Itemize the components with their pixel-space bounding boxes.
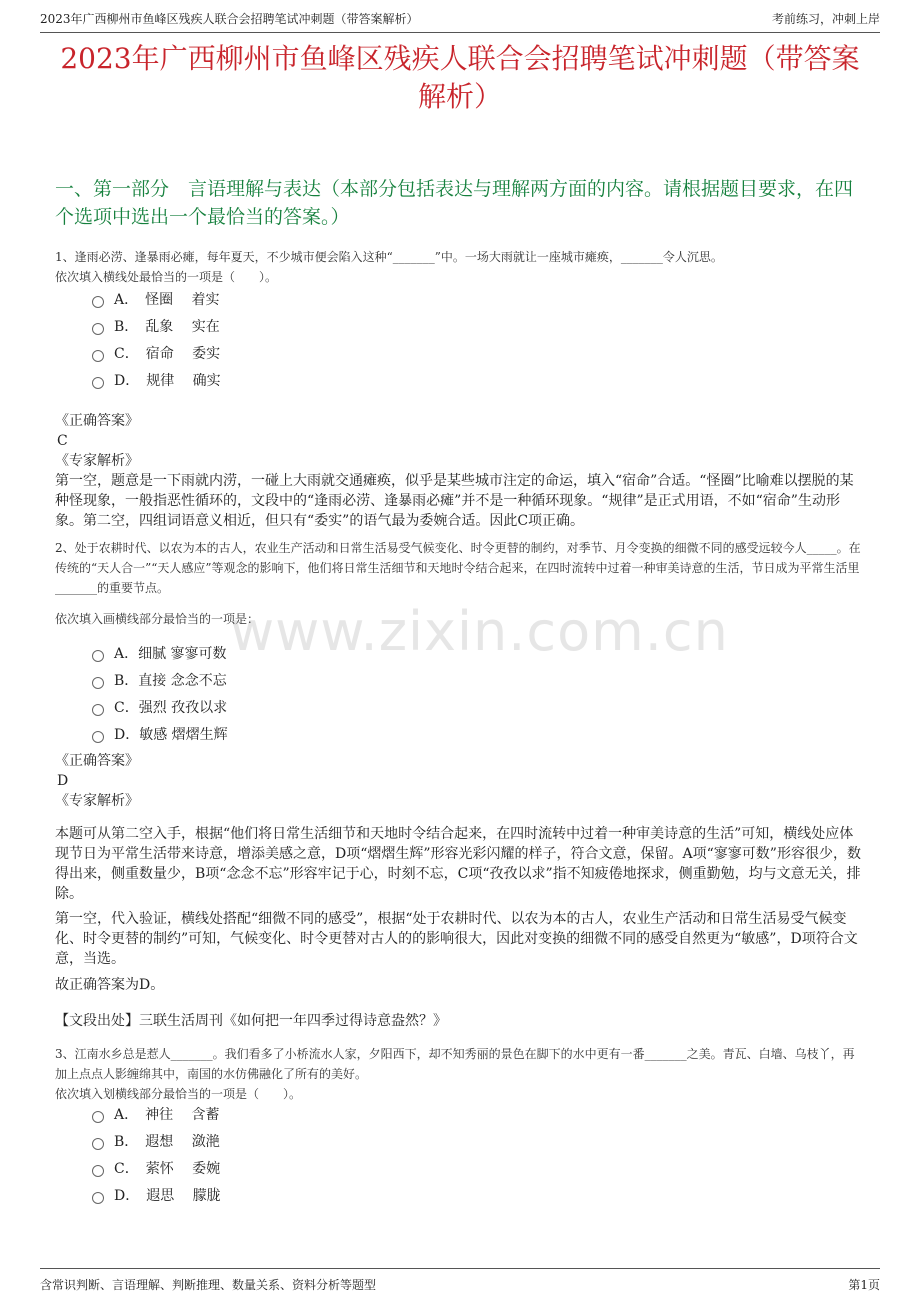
option-label: A． 怪圈 着实 [114, 291, 220, 308]
option-label: B． 乱象 实在 [114, 318, 220, 335]
radio-icon[interactable] [92, 323, 104, 335]
option-a[interactable] [92, 639, 228, 666]
header-doc-title: 2023年广西柳州市鱼峰区残疾人联合会招聘笔试冲刺题（带答案解析） [40, 12, 419, 26]
analysis-paragraph-1: 本题可从第二空入手，根据“他们将日常生活细节和天地时令结合起来，在四时流转中过着一种审美诗意的生活”可知，横线处应体现节日为平常生活带来诗意，增添美感之意，D项“熠熠生辉”形容光彩闪耀的样子，符合文意，保留。A项“寥寥可数”形容很少，数得出来，侧重数量少，B项“念念不忘”形容牢记于心，时刻不忘，C项“孜孜以求”指不知疲倦地探求，侧重勤勉，均与文意无关，排除。 [55, 826, 861, 902]
option-c[interactable] [92, 1154, 221, 1181]
page-number: 第1页 [848, 1278, 880, 1292]
question-3-stem: 3、江南水乡总是惹人_______。我们看多了小桥流水人家，夕阳西下，却不知秀丽的景色在脚下的水中更有一番_______之美。青瓦、白墙、乌枝丫，再加上点点人影缠绵其中，南国的水仿佛融化了所有的美好。 [55, 1047, 855, 1081]
option-b[interactable] [92, 1127, 221, 1154]
page-header [40, 10, 880, 33]
question-1-prompt: 依次填入横线处最恰当的一项是（ ）。 [55, 270, 278, 284]
option-label: A．细腻 寥寥可数 [114, 645, 227, 662]
section-heading: 一、第一部分 言语理解与表达（本部分包括表达与理解两方面的内容。请根据题目要求，在四个选项中选出一个最恰当的答案。） [55, 178, 854, 228]
question-1-stem: 1、逢雨必涝、逢暴雨必瘫，每年夏天，不少城市便会陷入这种“_______”中。一场大雨就让一座城市瘫痪，_______令人沉思。 [55, 250, 723, 264]
radio-icon[interactable] [92, 1111, 104, 1123]
question-1-answer [55, 411, 865, 531]
radio-icon[interactable] [92, 1165, 104, 1177]
option-b[interactable] [92, 312, 221, 339]
option-a[interactable] [92, 1100, 221, 1127]
analysis-paragraph-2: 第一空，代入验证，横线处搭配“细微不同的感受”，根据“处于农耕时代、以农为本的古人，农业生产活动和日常生活易受气候变化、时令更替的制约”可知，气候变化、时令更替对古人的的影响很大，因此对变换的细微不同的感受自然更为“敏感”，D项符合文意，当选。 [55, 911, 858, 967]
option-label: C．强烈 孜孜以求 [114, 699, 228, 716]
option-a[interactable] [92, 285, 221, 312]
question-1-options [92, 285, 221, 393]
option-label: C． 萦怀 委婉 [114, 1160, 221, 1177]
option-c[interactable] [92, 693, 228, 720]
answer-value: D [57, 773, 69, 789]
question-2-stem: 2、处于农耕时代、以农为本的古人，农业生产活动和日常生活易受气候变化、时令更替的制约，对季节、月令变换的细微不同的感受远较今人_____。在传统的“天人合一”“天人感应”等观念的影响下，他们将日常生活细节和天地时令结合起来，在四时流转中过着一种审美诗意的生活，节日成为平常生活里_______的重要节点。 [55, 541, 861, 595]
question-3-options [92, 1100, 221, 1208]
radio-icon[interactable] [92, 377, 104, 389]
watermark: www.zixin.com.cn [230, 600, 729, 663]
radio-icon[interactable] [92, 704, 104, 716]
radio-icon[interactable] [92, 650, 104, 662]
option-label: A． 神往 含蓄 [114, 1106, 220, 1123]
header-slogan: 考前练习，冲刺上岸 [771, 12, 880, 26]
option-d[interactable] [92, 1181, 221, 1208]
option-label: D． 遐思 朦胧 [114, 1187, 221, 1204]
question-3 [55, 1044, 865, 1104]
option-label: C． 宿命 委实 [114, 345, 221, 362]
question-1 [55, 247, 865, 287]
analysis-conclusion: 故正确答案为D。 [55, 977, 165, 993]
option-label: B．直接 念念不忘 [114, 672, 227, 689]
document-title: 2023年广西柳州市鱼峰区残疾人联合会招聘笔试冲刺题（带答案解析） [60, 42, 860, 113]
option-c[interactable] [92, 339, 221, 366]
radio-icon[interactable] [92, 1138, 104, 1150]
question-2-options [92, 639, 228, 747]
option-label: D．敏感 熠熠生辉 [114, 726, 228, 743]
radio-icon[interactable] [92, 677, 104, 689]
question-2 [55, 538, 865, 598]
radio-icon[interactable] [92, 350, 104, 362]
answer-label: 《正确答案》 [55, 413, 139, 429]
question-2-answer [55, 751, 865, 811]
question-3-prompt: 依次填入划横线部分最恰当的一项是（ ）。 [55, 1087, 302, 1101]
radio-icon[interactable] [92, 731, 104, 743]
analysis-label: 《专家解析》 [55, 793, 139, 809]
option-d[interactable] [92, 366, 221, 393]
answer-value: C [57, 433, 68, 449]
option-label: B． 遐想 潋滟 [114, 1133, 220, 1150]
option-label: D． 规律 确实 [114, 372, 221, 389]
option-b[interactable] [92, 666, 228, 693]
page-footer [40, 1268, 880, 1293]
answer-label: 《正确答案》 [55, 753, 139, 769]
analysis-text: 第一空，题意是一下雨就内涝，一碰上大雨就交通瘫痪，似乎是某些城市注定的命运，填入“宿命”合适。“怪圈”比喻难以摆脱的某种怪现象，一般指恶性循环的，文段中的“逢雨必涝、逢暴雨必瘫”并不是一种循环现象。“规律”是正式用语，不如“宿命”生动形象。第二空，四组词语意义相近，但只有“委实”的语气最为委婉合适。因此C项正确。 [55, 473, 854, 529]
radio-icon[interactable] [92, 1192, 104, 1204]
question-2-prompt: 依次填入画横线部分最恰当的一项是： [55, 612, 260, 626]
analysis-label: 《专家解析》 [55, 453, 139, 469]
option-d[interactable] [92, 720, 228, 747]
footer-topics: 含常识判断、言语理解、判断推理、数量关系、资料分析等题型 [40, 1278, 377, 1292]
source-note: 【文段出处】三联生活周刊《如何把一年四季过得诗意盎然？》 [55, 1013, 447, 1029]
radio-icon[interactable] [92, 296, 104, 308]
